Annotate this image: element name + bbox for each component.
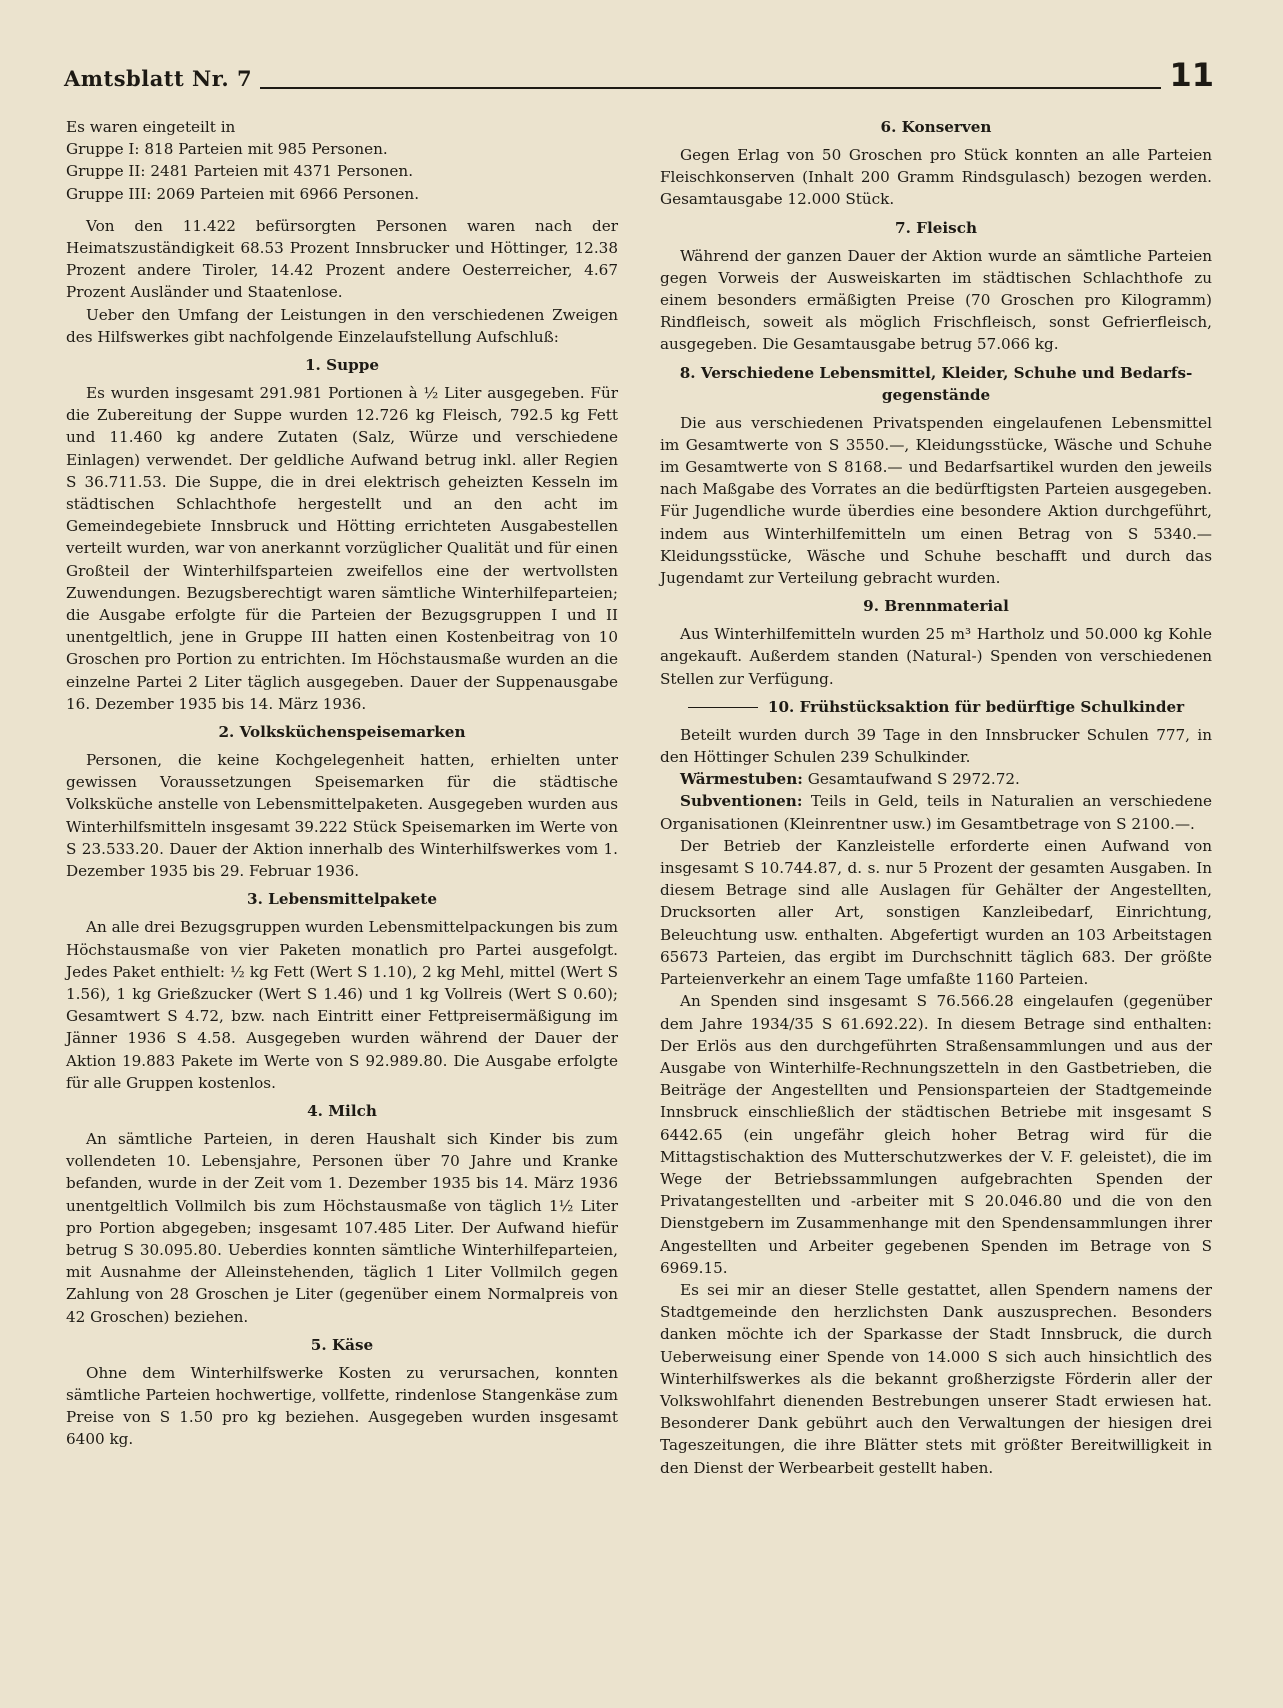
section-heading-brennmaterial: 9. Brennmaterial: [863, 597, 1009, 616]
paragraph-subventionen: [660, 790, 1212, 834]
section-heading-kaese: 5. Käse: [310, 1335, 374, 1354]
section-text-fleisch: Während der ganzen Dauer der Aktion wurde an sämtliche Parteien gegen Vorweis der Ausweiskarten im städtischen Schlachthofe zu einem besonders ermäßigten Preise (70 Groschen pro Kilogramm) Rindfleisch, soweit als möglich Frischfleisch, sonst Gefrierfleisch, ausgegeben. Die Gesamtausgabe betrug 57.066 kg.: [660, 246, 1212, 354]
section-text-konserven: Gegen Erlag von 50 Groschen pro Stück konnten an alle Parteien Fleischkonserven (Inhalt 200 Gramm Rindsgulasch) bezogen werden. Gesamtausgabe 12.000 Stück.: [660, 146, 1212, 209]
section-text-milch: An sämtliche Parteien, in deren Haushalt sich Kinder bis zum vollendeten 10. Lebensjahre, Personen über 70 Jahre und Kranke befanden, wurde in der Zeit vom 1. Dezember 1935 bis 14. März 1936 unentgeltlich Vollmilch bis zum Höchstausmaße von täglich 1½ Liter pro Portion abgegeben; insgesamt 107.485 Liter. Der Aufwand hiefür betrug S 30.095.80. Ueberdies konnten sämtliche Winterhilfeparteien, mit Ausnahme der Alleinstehenden, täglich 1 Liter Vollmilch gegen Zahlung von 28 Groschen je Liter (gegenüber einem Normalpreis von 42 Groschen) beziehen.: [66, 1129, 618, 1326]
short-rule: [688, 707, 758, 708]
heading-text: 10. Frühstücksaktion für bedürftige Schulkinder: [767, 697, 1185, 716]
section-heading-lebensmittel-kleider: [660, 362, 1212, 406]
section-text-volkskueche: Personen, die keine Kochgelegenheit hatten, erhielten unter gewissen Voraussetzungen Speisemarken für die städtische Volksküche anstelle von Lebensmittelpaketen. Ausgegeben wurden aus Winterhilfsmitteln insgesamt 39.222 Stück Speisemarken im Werte von S 23.533.20. Dauer der Aktion innerhalb des Winterhilfswerkes vom 1. Dezember 1935 bis 29. Februar 1936.: [66, 751, 618, 881]
intro-line: Gruppe I: 818 Parteien mit 985 Personen.: [66, 140, 388, 159]
left-column: [66, 116, 618, 1451]
section-text-lebensmittelpakete: An alle drei Bezugsgruppen wurden Lebensmittelpackungen bis zum Höchstausmaße von vier Paketen monatlich pro Partei ausgefolgt. Jedes Paket enthielt: ½ kg Fett (Wert S 1.10), 2 kg Mehl, mittel (Wert S 1.56), 1 kg Grießzucker (Wert S 1.46) und 1 kg Vollreis (Wert S 0.60); Gesamtwert S 4.72, bzw. nach Eintritt einer Fettpreisermäßigung im Jänner 1936 S 4.58. Ausgegeben wurden während der Dauer der Aktion 19.883 Pakete im Werte von S 92.989.80. Die Ausgabe erfolgte für alle Gruppen kostenlos.: [66, 918, 618, 1092]
intro-line: Es waren eingeteilt in: [66, 118, 236, 136]
section-heading-volkskueche: 2. Volksküchenspeisemarken: [218, 723, 466, 742]
journal-title: Amtsblatt Nr. 7: [64, 66, 260, 91]
intro-line: Gruppe II: 2481 Parteien mit 4371 Personen.: [66, 162, 414, 181]
heading-line: 8. Verschiedene Lebensmittel, Kleider, Schuhe und Bedarfs-: [679, 363, 1193, 382]
lead-text: Teils in Geld, teils in Naturalien an verschiedene Organisationen (Kleinrentner usw.) im Gesamtbetrage von S 2100.—.: [660, 792, 1212, 833]
right-column: [660, 116, 1212, 1479]
section-text-suppe: Es wurden insgesamt 291.981 Portionen à ½ Liter ausgegeben. Für die Zubereitung der Suppe wurden 12.726 kg Fleisch, 792.5 kg Fett und 11.460 kg andere Zutaten (Salz, Würze und verschiedene Einlagen) verwendet. Der geldliche Aufwand betrug inkl. aller Regien S 36.711.53. Die Suppe, die in drei elektrisch geheizten Kesseln im städtischen Schlachthofe hergestellt und an den acht im Gemeindegebiete Innsbruck und Hötting errichteten Ausgabestellen verteilt wurden, war von anerkannt vorzüglicher Qualität und für einen Großteil der Winterhilfsparteien zweifellos eine der wertvollsten Zuwendungen. Bezugsberechtigt waren sämtliche Winterhilfeparteien; die Ausgabe erfolgte für die Parteien der Bezugsgruppen I und II unentgeltlich, jene in Gruppe III hatten einen Kostenbeitrag von 10 Groschen pro Portion zu entrichten. Im Höchstausmaße wurden an die einzelne Partei 2 Liter täglich ausgegeben. Dauer der Suppenausgabe 16. Dezember 1935 bis 14. März 1936.: [66, 384, 618, 713]
paragraph-heimat: Von den 11.422 befürsorgten Personen waren nach der Heimatszuständigkeit 68.53 Prozent Innsbrucker und Höttinger, 12.38 Prozent andere Tiroler, 14.42 Prozent andere Oesterreicher, 4.67 Prozent Ausländer und Staatenlose.: [66, 216, 618, 302]
section-heading-fruehstueck: [660, 696, 1212, 718]
section-text-brennmaterial: Aus Winterhilfemitteln wurden 25 m³ Hartholz und 50.000 kg Kohle angekauft. Außerdem standen (Natural-) Spenden von verschiedenen Stellen zur Verfügung.: [660, 625, 1212, 688]
paragraph-betrieb: Der Betrieb der Kanzleistelle erforderte einen Aufwand von insgesamt S 10.744.87, d. s. nur 5 Prozent der gesamten Ausgaben. In diesem Betrage sind alle Auslagen für Gehälter der Angestellten, Drucksorten aller Art, sonstigen Kanzleibedarf, Einrichtung, Beleuchtung usw. enthalten. Abgefertigt wurden an 103 Arbeitstagen 65673 Parteien, das ergibt im Durchschnitt täglich 683. Der größte Parteienverkehr an einem Tage umfaßte 1160 Parteien.: [660, 836, 1212, 989]
section-heading-milch: 4. Milch: [307, 1101, 377, 1120]
paragraph-waermestuben: [660, 768, 1212, 790]
paragraph-dank: Es sei mir an dieser Stelle gestattet, allen Spendern namens der Stadtgemeinde den herzlichsten Dank auszusprechen. Besonders danken möchte ich der Sparkasse der Stadt Innsbruck, die durch Ueberweisung einer Spende von 14.000 S sich auch hinsichtlich des Winterhilfswerkes als die bekannt großherzigste Förderin aller der Volkswohlfahrt dienenden Bestrebungen unserer Stadt erwiesen hat. Besonderer Dank gebührt auch den Verwaltungen der hiesigen drei Tageszeitungen, die ihre Blätter stets mit größter Bereitwilligkeit in den Dienst der Werbearbeit gestellt haben.: [660, 1280, 1212, 1477]
paragraph-spenden: An Spenden sind insgesamt S 76.566.28 eingelaufen (gegenüber dem Jahre 1934/35 S 61.692.22). In diesem Betrage sind enthalten: Der Erlös aus den durchgeführten Straßensammlungen und aus der Ausgabe von Winterhilfe-Rechnungszetteln in den Gastbetrieben, die Beiträge der Angestellten und Pensionsparteien der Stadtgemeinde Innsbruck einschließlich der städtischen Betriebe mit insgesamt S 6442.65 (ein ungefähr gleich hoher Betrag wird für die Mittagstischaktion des Mutterschutzwerkes der V. F. geleistet), die im Wege der Betriebssammlungen aufgebrachten Spenden der Privatangestellten und -arbeiter mit S 20.046.80 und die von den Dienstgebern im Zusammenhange mit den Spendensammlungen ihrer Angestellten und Arbeiter gegebenen Spenden im Betrage von S 6969.15.: [660, 992, 1212, 1277]
lead-label: Wärmestuben:: [680, 770, 803, 789]
section-heading-fleisch: 7. Fleisch: [895, 218, 977, 237]
heading-line: gegenstände: [881, 385, 991, 404]
lead-label: Subventionen:: [680, 792, 803, 811]
section-heading-lebensmittelpakete: 3. Lebensmittelpakete: [247, 890, 437, 909]
section-text-lebensmittel-kleider: Die aus verschiedenen Privatspenden eingelaufenen Lebensmittel im Gesamtwerte von S 3550.—, Kleidungsstücke, Wäsche und Schuhe im Gesamtwerte von S 8168.— und Bedarfsartikel wurden den jeweils nach Maßgabe des Vorrates an die bedürftigsten Parteien ausgegeben. Für Jugendliche wurde überdies eine besondere Aktion durchgeführt, indem aus Winterhilfemitteln um einen Betrag von S 5340.— Kleidungsstücke, Wäsche und Schuhe beschafft und durch das Jugendamt zur Verteilung gebracht wurden.: [660, 413, 1212, 588]
section-text-fruehstueck: Beteilt wurden durch 39 Tage in den Innsbrucker Schulen 777, in den Höttinger Schulen 239 Schulkinder.: [660, 725, 1212, 767]
paragraph-umfang: Ueber den Umfang der Leistungen in den verschiedenen Zweigen des Hilfswerkes gibt nachfolgende Einzelaufstellung Aufschluß:: [66, 305, 618, 346]
page-header: [64, 56, 1214, 98]
section-text-kaese: Ohne dem Winterhilfswerke Kosten zu verursachen, konnten sämtliche Parteien hochwertige, vollfette, rindenlose Stangenkäse zum Preise von S 1.50 pro kg beziehen. Ausgegeben wurden insgesamt 6400 kg.: [66, 1363, 618, 1449]
intro-line: Gruppe III: 2069 Parteien mit 6966 Personen.: [66, 184, 420, 203]
section-heading-konserven: 6. Konserven: [880, 118, 992, 136]
lead-text: Gesamtaufwand S 2972.72.: [807, 770, 1020, 789]
section-heading-suppe: 1. Suppe: [304, 356, 380, 375]
page-number: 11: [1161, 56, 1214, 94]
